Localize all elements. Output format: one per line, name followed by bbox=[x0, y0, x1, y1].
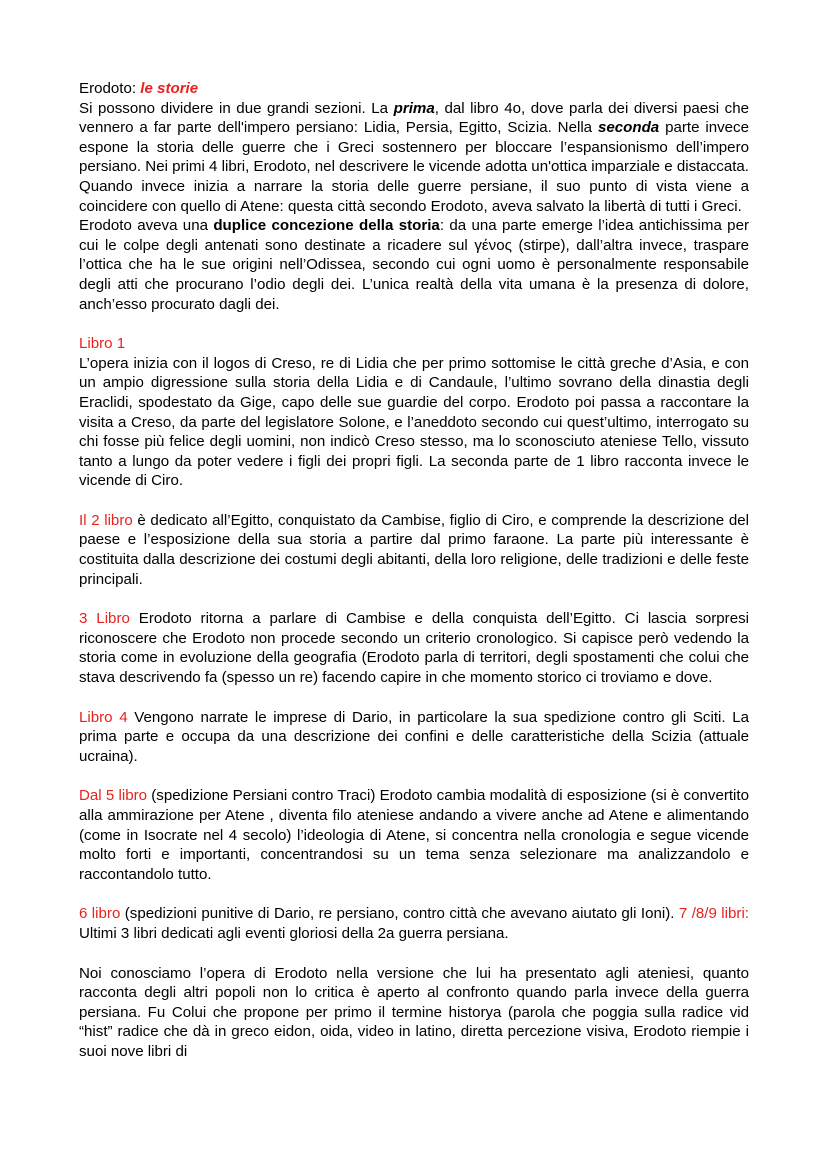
libro3-section bbox=[79, 609, 749, 687]
libro789-label: 7 /8/9 libri: bbox=[678, 905, 749, 923]
intro-p1-b: , dal libro 4o, dove parla dei diversi paesi che vennero a far parte dell'impero persiano: Lidia, Persia, Egitto, Scizia. Nella bbox=[79, 99, 749, 137]
libro4-text: Vengono narrate le imprese di Dario, in particolare la sua spedizione contro gli Sciti. La prima parte e occupa da una descrizione dei confini e delle caratteristiche della Scizia (attuale ucraina). bbox=[79, 708, 749, 765]
intro-seconda: seconda bbox=[597, 119, 660, 137]
document-page bbox=[79, 79, 749, 1062]
intro-p2-b: : da una parte emerge l’idea antichissima per cui le colpe degli antenati sono destinate a ricadere sul γένος (stirpe), dall’altra invece, traspare l’ottica che ha le sue origini nell’Odissea, secondo cui ogni uomo è personalmente responsabile degli atti che procurano l’odio degli dei. L’unica realtà della vita umana è la presenza di dolore, anch’esso procurato dagli dei. bbox=[79, 217, 749, 313]
libro5-section bbox=[79, 786, 749, 884]
libro3-label: 3 Libro bbox=[79, 610, 130, 628]
libro2-label: Il 2 libro bbox=[79, 511, 133, 529]
libro1-text: L’opera inizia con il logos di Creso, re di Lidia che per primo sottomise le città greche d’Asia, e con un ampio digressione sulla storia della Lidia e di Candaule, l’ultimo sovrano della dinastia degli Eraclidi, spodestato da Gige, capo delle sue guardie del corpo. Erodoto poi passa a raccontare la visita a Creso, da parte del legislatore Solone, e l’aneddoto secondo cui quest’ultimo, interrogato su chi fosse più felice degli uomini, non indicò Creso stesso, ma lo sconosciuto ateniese Tello, vissuto tanto a lungo da poter vedere i figli dei propri figli. La seconda parte de 1 libro racconta invece le vicende di Ciro. bbox=[79, 354, 749, 490]
title-highlight: le storie bbox=[140, 80, 199, 97]
conclusion-text: Noi conosciamo l’opera di Erodoto nella versione che lui ha presentato agli ateniesi, quanto racconta degli altri popoli non lo critica è aperto al confronto quando parla invece della guerra persiana. Fu Colui che propone per primo il termine historya (parola che poggia sulla radice vid “hist” radice che dà in greco eidon, oida, video in latino, diretta percezione visiva, Erodoto riempie i suoi nove libri di bbox=[79, 964, 749, 1060]
libro6-section bbox=[79, 904, 749, 943]
libro2-section bbox=[79, 511, 749, 589]
intro-p2-bold: duplice concezione della storia bbox=[213, 217, 440, 235]
libro1-section bbox=[79, 334, 749, 491]
libro5-label: Dal 5 libro bbox=[79, 787, 148, 805]
libro4-label: Libro 4 bbox=[79, 708, 128, 726]
conclusion-section bbox=[79, 964, 749, 1062]
libro6-text: (spedizioni punitive di Dario, re persiano, contro città che avevano aiutato gli Ioni). bbox=[120, 905, 679, 923]
intro-p2-a: Erodoto aveva una bbox=[79, 217, 214, 235]
libro5-text: (spedizione Persiani contro Traci) Erodoto cambia modalità di esposizione (si è convertito alla ammirazione per Atene , diventa filo ateniese andando a vivere anche ad Atene e alimentando (come in Isocrate nel 4 secolo) l’ideologia di Atene, si concentra nella cronologia e segue vicende molto forti e importanti, concentrandosi su un tema senza selezionare ma analizzandolo e raccontandolo tutto. bbox=[79, 787, 749, 883]
libro4-section bbox=[79, 708, 749, 767]
title-prefix: Erodoto: bbox=[79, 80, 141, 97]
intro-p1-c: parte invece espone la storia delle guerre che i Greci sostennero per bloccare l’espansionismo dell’impero persiano. Nei primi 4 libri, Erodoto, nel descrivere le vicende adotta un'ottica imparziale e distaccata. Quando invece inizia a narrare la storia delle guerre persiane, il suo punto di vista viene a coincidere con quello di Atene: questa città secondo Erodoto, aveva salvato la libertà di tutti i Greci. bbox=[79, 119, 749, 215]
intro-p1-a: Si possono dividere in due grandi sezioni. La bbox=[79, 99, 394, 117]
intro-section bbox=[79, 79, 749, 314]
libro2-text: è dedicato all’Egitto, conquistato da Cambise, figlio di Ciro, e comprende la descrizione del paese e l’esposizione della sua storia a partire dal primo faraone. La parte più interessante è costituita dalla descrizione dei costumi degli abitanti, della loro religione, delle tradizioni e delle feste principali. bbox=[79, 511, 749, 588]
libro789-text: Ultimi 3 libri dedicati agli eventi gloriosi della 2a guerra persiana. bbox=[79, 924, 509, 942]
intro-prima: prima bbox=[393, 99, 435, 117]
libro3-text: Erodoto ritorna a parlare di Cambise e della conquista dell’Egitto. Ci lascia sorpresi riconoscere che Erodoto non procede secondo un criterio cronologico. Si capisce però vedendo la storia come in evoluzione della geografia (Erodoto parla di territori, degli spostamenti che colui che stava descrivendo fa (spesso un re) facendo capire in che momento storico ci troviamo e dove. bbox=[79, 610, 749, 687]
libro6-label: 6 libro bbox=[79, 905, 121, 923]
libro1-heading: Libro 1 bbox=[79, 335, 126, 353]
